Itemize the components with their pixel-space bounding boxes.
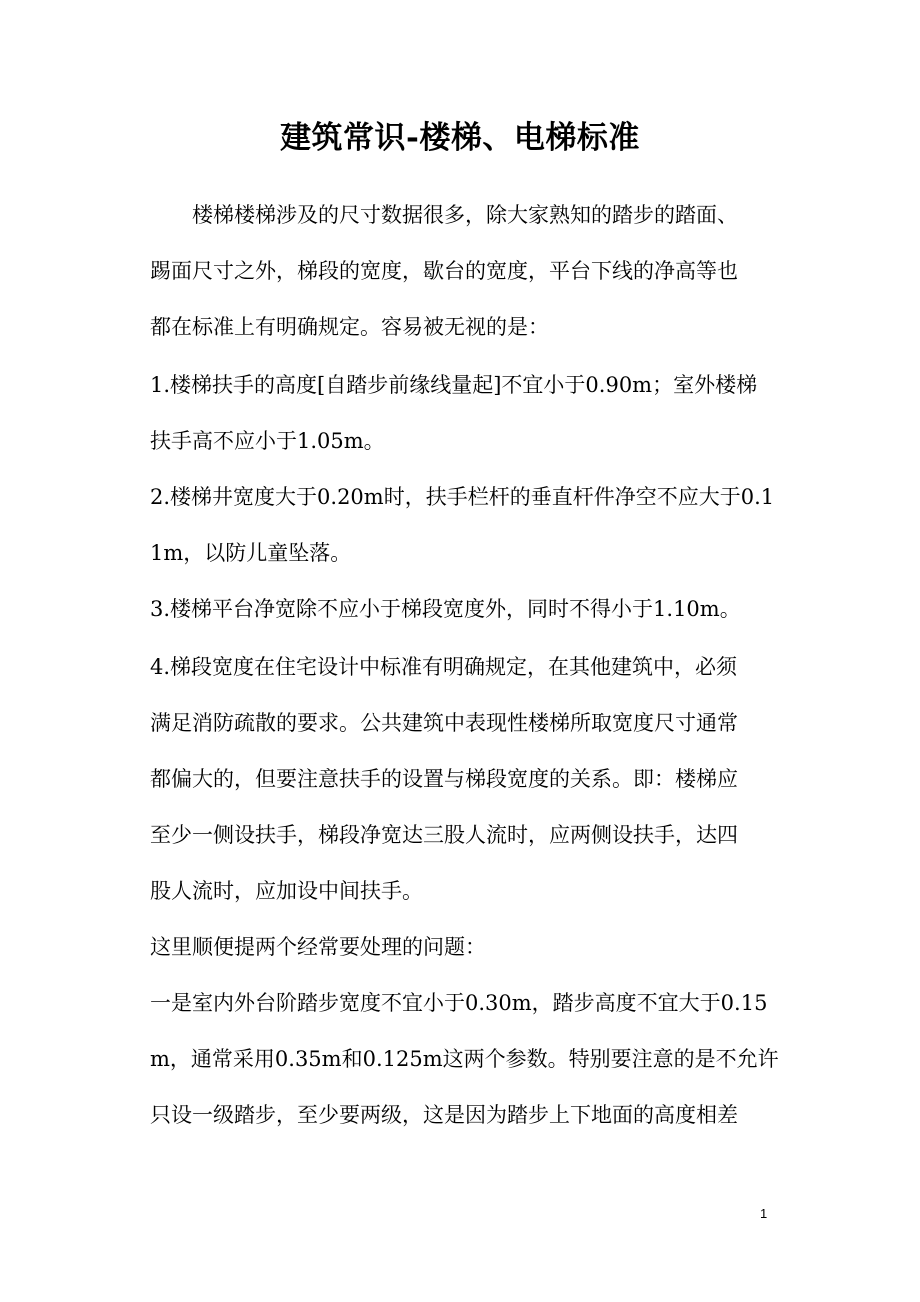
text-line: 一是室内外台阶踏步宽度不宜小于0.30m，踏步高度不宜大于0.15 [150, 991, 768, 1015]
text-line: 踢面尺寸之外，梯段的宽度，歇台的宽度，平台下线的净高等也 [150, 259, 738, 283]
page-number: 1 [760, 1206, 768, 1221]
text-line: 2.楼梯井宽度大于0.20m时，扶手栏杆的垂直杆件净空不应大于0.1 [150, 485, 775, 509]
text-line: m，通常采用0.35m和0.125m这两个参数。特别要注意的是不允许 [150, 1047, 779, 1071]
text-line: 这里顺便提两个经常要处理的问题： [150, 935, 486, 959]
document-title: 建筑常识-楼梯、电梯标准 [280, 120, 640, 156]
text-line: 1m，以防儿童坠落。 [150, 541, 352, 565]
text-line: 只设一级踏步，至少要两级，这是因为踏步上下地面的高度相差 [150, 1103, 738, 1127]
text-line: 1.楼梯扶手的高度[自踏步前缘线量起]不宜小于0.90m；室外楼梯 [150, 373, 758, 397]
text-line: 4.梯段宽度在住宅设计中标准有明确规定，在其他建筑中，必须 [150, 655, 738, 679]
text-line: 都在标准上有明确规定。容易被无视的是： [150, 315, 549, 339]
text-line: 股人流时，应加设中间扶手。 [150, 879, 423, 903]
text-line: 都偏大的，但要注意扶手的设置与梯段宽度的关系。即：楼梯应 [150, 767, 738, 791]
text-line: 满足消防疏散的要求。公共建筑中表现性楼梯所取宽度尺寸通常 [150, 711, 738, 735]
text-line: 3.楼梯平台净宽除不应小于梯段宽度外，同时不得小于1.10m。 [150, 597, 741, 621]
text-line: 扶手高不应小于1.05m。 [150, 429, 385, 453]
text-line: 楼梯楼梯涉及的尺寸数据很多，除大家熟知的踏步的踏面、 [150, 203, 738, 227]
text-line: 至少一侧设扶手，梯段净宽达三股人流时，应两侧设扶手，达四 [150, 823, 738, 847]
